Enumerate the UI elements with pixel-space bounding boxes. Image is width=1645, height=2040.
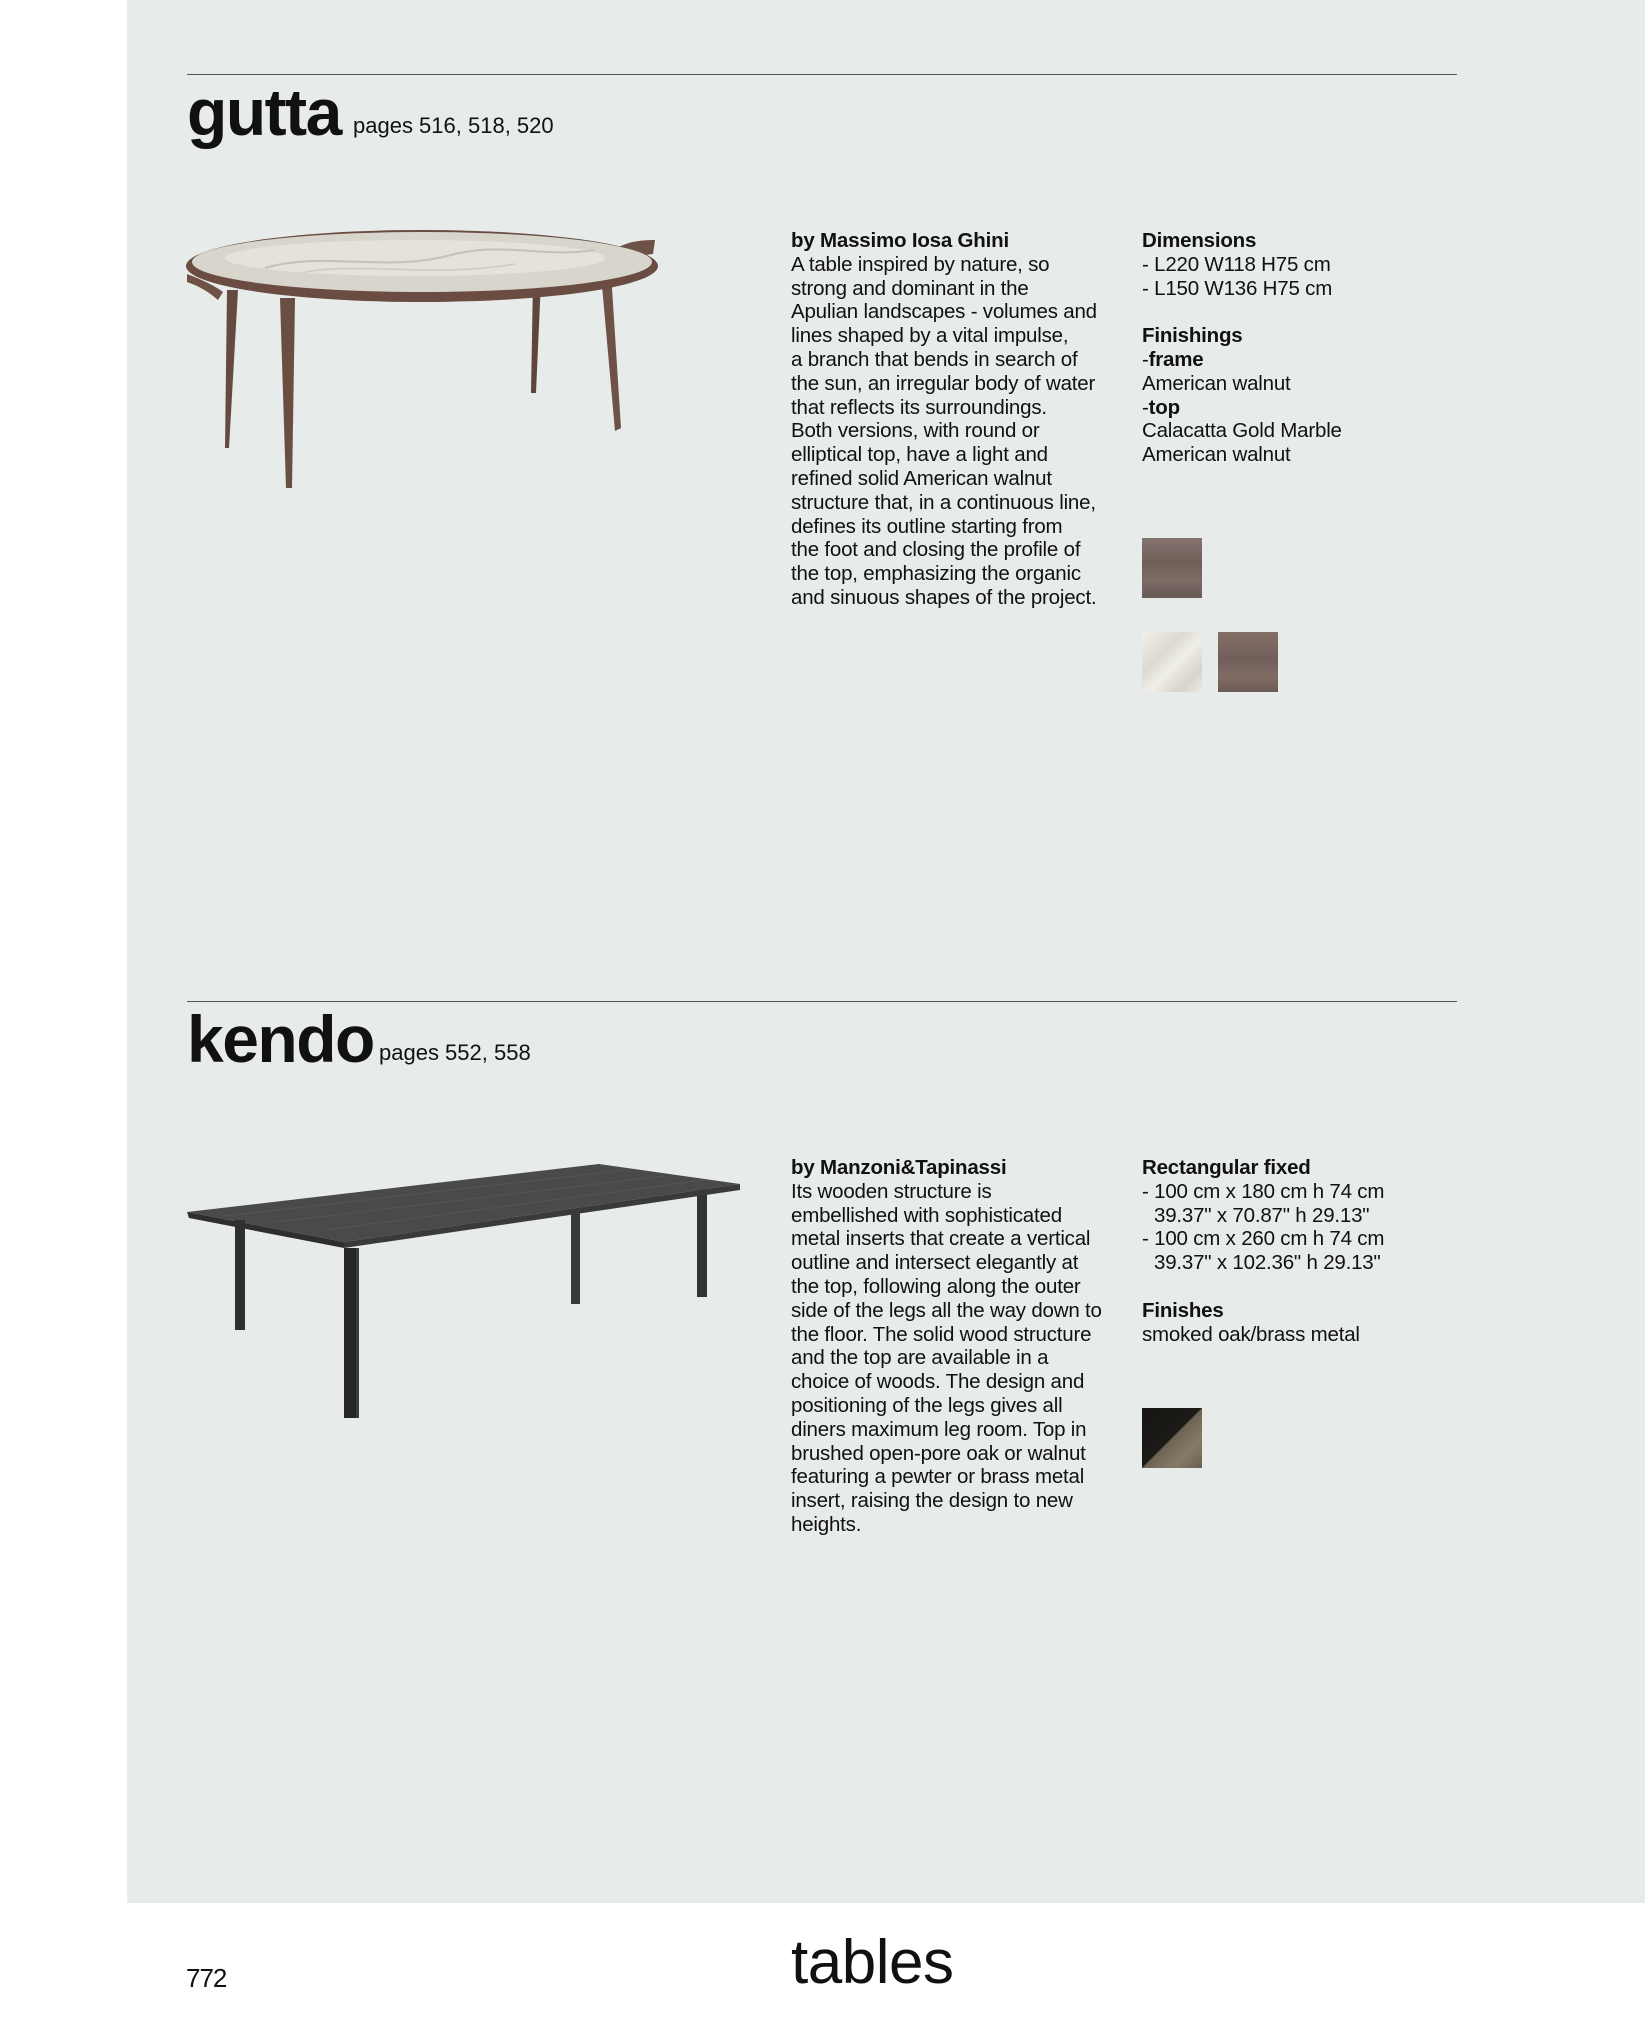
description-line: a branch that bends in search of xyxy=(791,347,1078,371)
description-line: side of the legs all the way down to xyxy=(791,1298,1102,1322)
kendo-table-image xyxy=(185,1160,745,1422)
description-line: the sun, an irregular body of water xyxy=(791,371,1096,395)
dimension-value: 39.37" x 70.87" h 29.13" xyxy=(1154,1203,1370,1227)
section-divider xyxy=(187,1001,1457,1002)
frame-value: American walnut xyxy=(1142,371,1291,395)
designer-description xyxy=(791,229,1121,610)
description-line: and sinuous shapes of the project. xyxy=(791,585,1097,609)
description-line: Both versions, with round or xyxy=(791,419,1040,443)
dimensions-heading: Rectangular fixed xyxy=(1142,1156,1311,1179)
description-line: insert, raising the design to new xyxy=(791,1489,1073,1513)
dimension-value: 39.37" x 102.36" h 29.13" xyxy=(1154,1251,1381,1275)
walnut-frame-swatch xyxy=(1142,538,1202,598)
description-line: strong and dominant in the xyxy=(791,276,1029,300)
designer-name: by Massimo Iosa Ghini xyxy=(791,229,1009,252)
page-references: pages 552, 558 xyxy=(379,1040,531,1065)
description-line: elliptical top, have a light and xyxy=(791,443,1048,467)
description-line: diners maximum leg room. Top in xyxy=(791,1417,1087,1441)
description-line: A table inspired by nature, so xyxy=(791,252,1050,276)
smoked-oak-brass-swatch xyxy=(1142,1408,1202,1468)
product-title: kendo xyxy=(187,1002,374,1076)
description-line: Its wooden structure is xyxy=(791,1179,992,1203)
page-references: pages 516, 518, 520 xyxy=(353,113,554,138)
specifications xyxy=(1142,1156,1462,1346)
dimension-value: - L150 W136 H75 cm xyxy=(1142,276,1333,300)
description-line: and the top are available in a xyxy=(791,1346,1049,1370)
designer-name: by Manzoni&Tapinassi xyxy=(791,1156,1007,1179)
section-title: tables xyxy=(791,1928,954,1997)
description-line: refined solid American walnut xyxy=(791,466,1052,490)
finish-value: smoked oak/brass metal xyxy=(1142,1322,1360,1346)
finishes-heading: Finishings xyxy=(1142,324,1243,348)
top-value: Calacatta Gold Marble xyxy=(1142,419,1342,443)
description-line: that reflects its surroundings. xyxy=(791,395,1047,419)
description-line: the floor. The solid wood structure xyxy=(791,1322,1092,1346)
gutta-table-image xyxy=(185,228,660,496)
frame-label-line: -frame xyxy=(1142,347,1204,371)
section-divider xyxy=(187,74,1457,75)
top-value: American walnut xyxy=(1142,443,1291,467)
description-line: heights. xyxy=(791,1512,862,1536)
finishes-heading: Finishes xyxy=(1142,1298,1224,1322)
description-line: structure that, in a continuous line, xyxy=(791,490,1096,514)
description-line: the top, emphasizing the organic xyxy=(791,562,1081,586)
description-line: the foot and closing the profile of xyxy=(791,538,1081,562)
designer-description xyxy=(791,1156,1121,1537)
description-line: the top, following along the outer xyxy=(791,1274,1081,1298)
product-title: gutta xyxy=(187,75,341,149)
dimension-value: - 100 cm x 180 cm h 74 cm xyxy=(1142,1179,1385,1203)
description-line: metal inserts that create a vertical xyxy=(791,1227,1091,1251)
description-line: outline and intersect elegantly at xyxy=(791,1251,1079,1275)
description-line: choice of woods. The design and xyxy=(791,1370,1085,1394)
dimensions-heading: Dimensions xyxy=(1142,229,1257,252)
marble-top-swatch xyxy=(1142,632,1202,692)
dimension-value: - L220 W118 H75 cm xyxy=(1142,252,1331,276)
description-line: embellished with sophisticated xyxy=(791,1203,1062,1227)
dimension-value: - 100 cm x 260 cm h 74 cm xyxy=(1142,1227,1385,1251)
page-number: 772 xyxy=(186,1963,227,1993)
specifications xyxy=(1142,229,1442,467)
description-line: featuring a pewter or brass metal xyxy=(791,1465,1085,1489)
walnut-top-swatch xyxy=(1218,632,1278,692)
description-line: brushed open-pore oak or walnut xyxy=(791,1441,1086,1465)
description-line: Apulian landscapes - volumes and xyxy=(791,300,1097,324)
description-line: defines its outline starting from xyxy=(791,514,1063,538)
top-label: top xyxy=(1148,395,1180,419)
top-label-line: -top xyxy=(1142,395,1180,419)
description-line: lines shaped by a vital impulse, xyxy=(791,324,1069,348)
frame-label: frame xyxy=(1148,347,1204,371)
description-line: positioning of the legs gives all xyxy=(791,1393,1063,1417)
